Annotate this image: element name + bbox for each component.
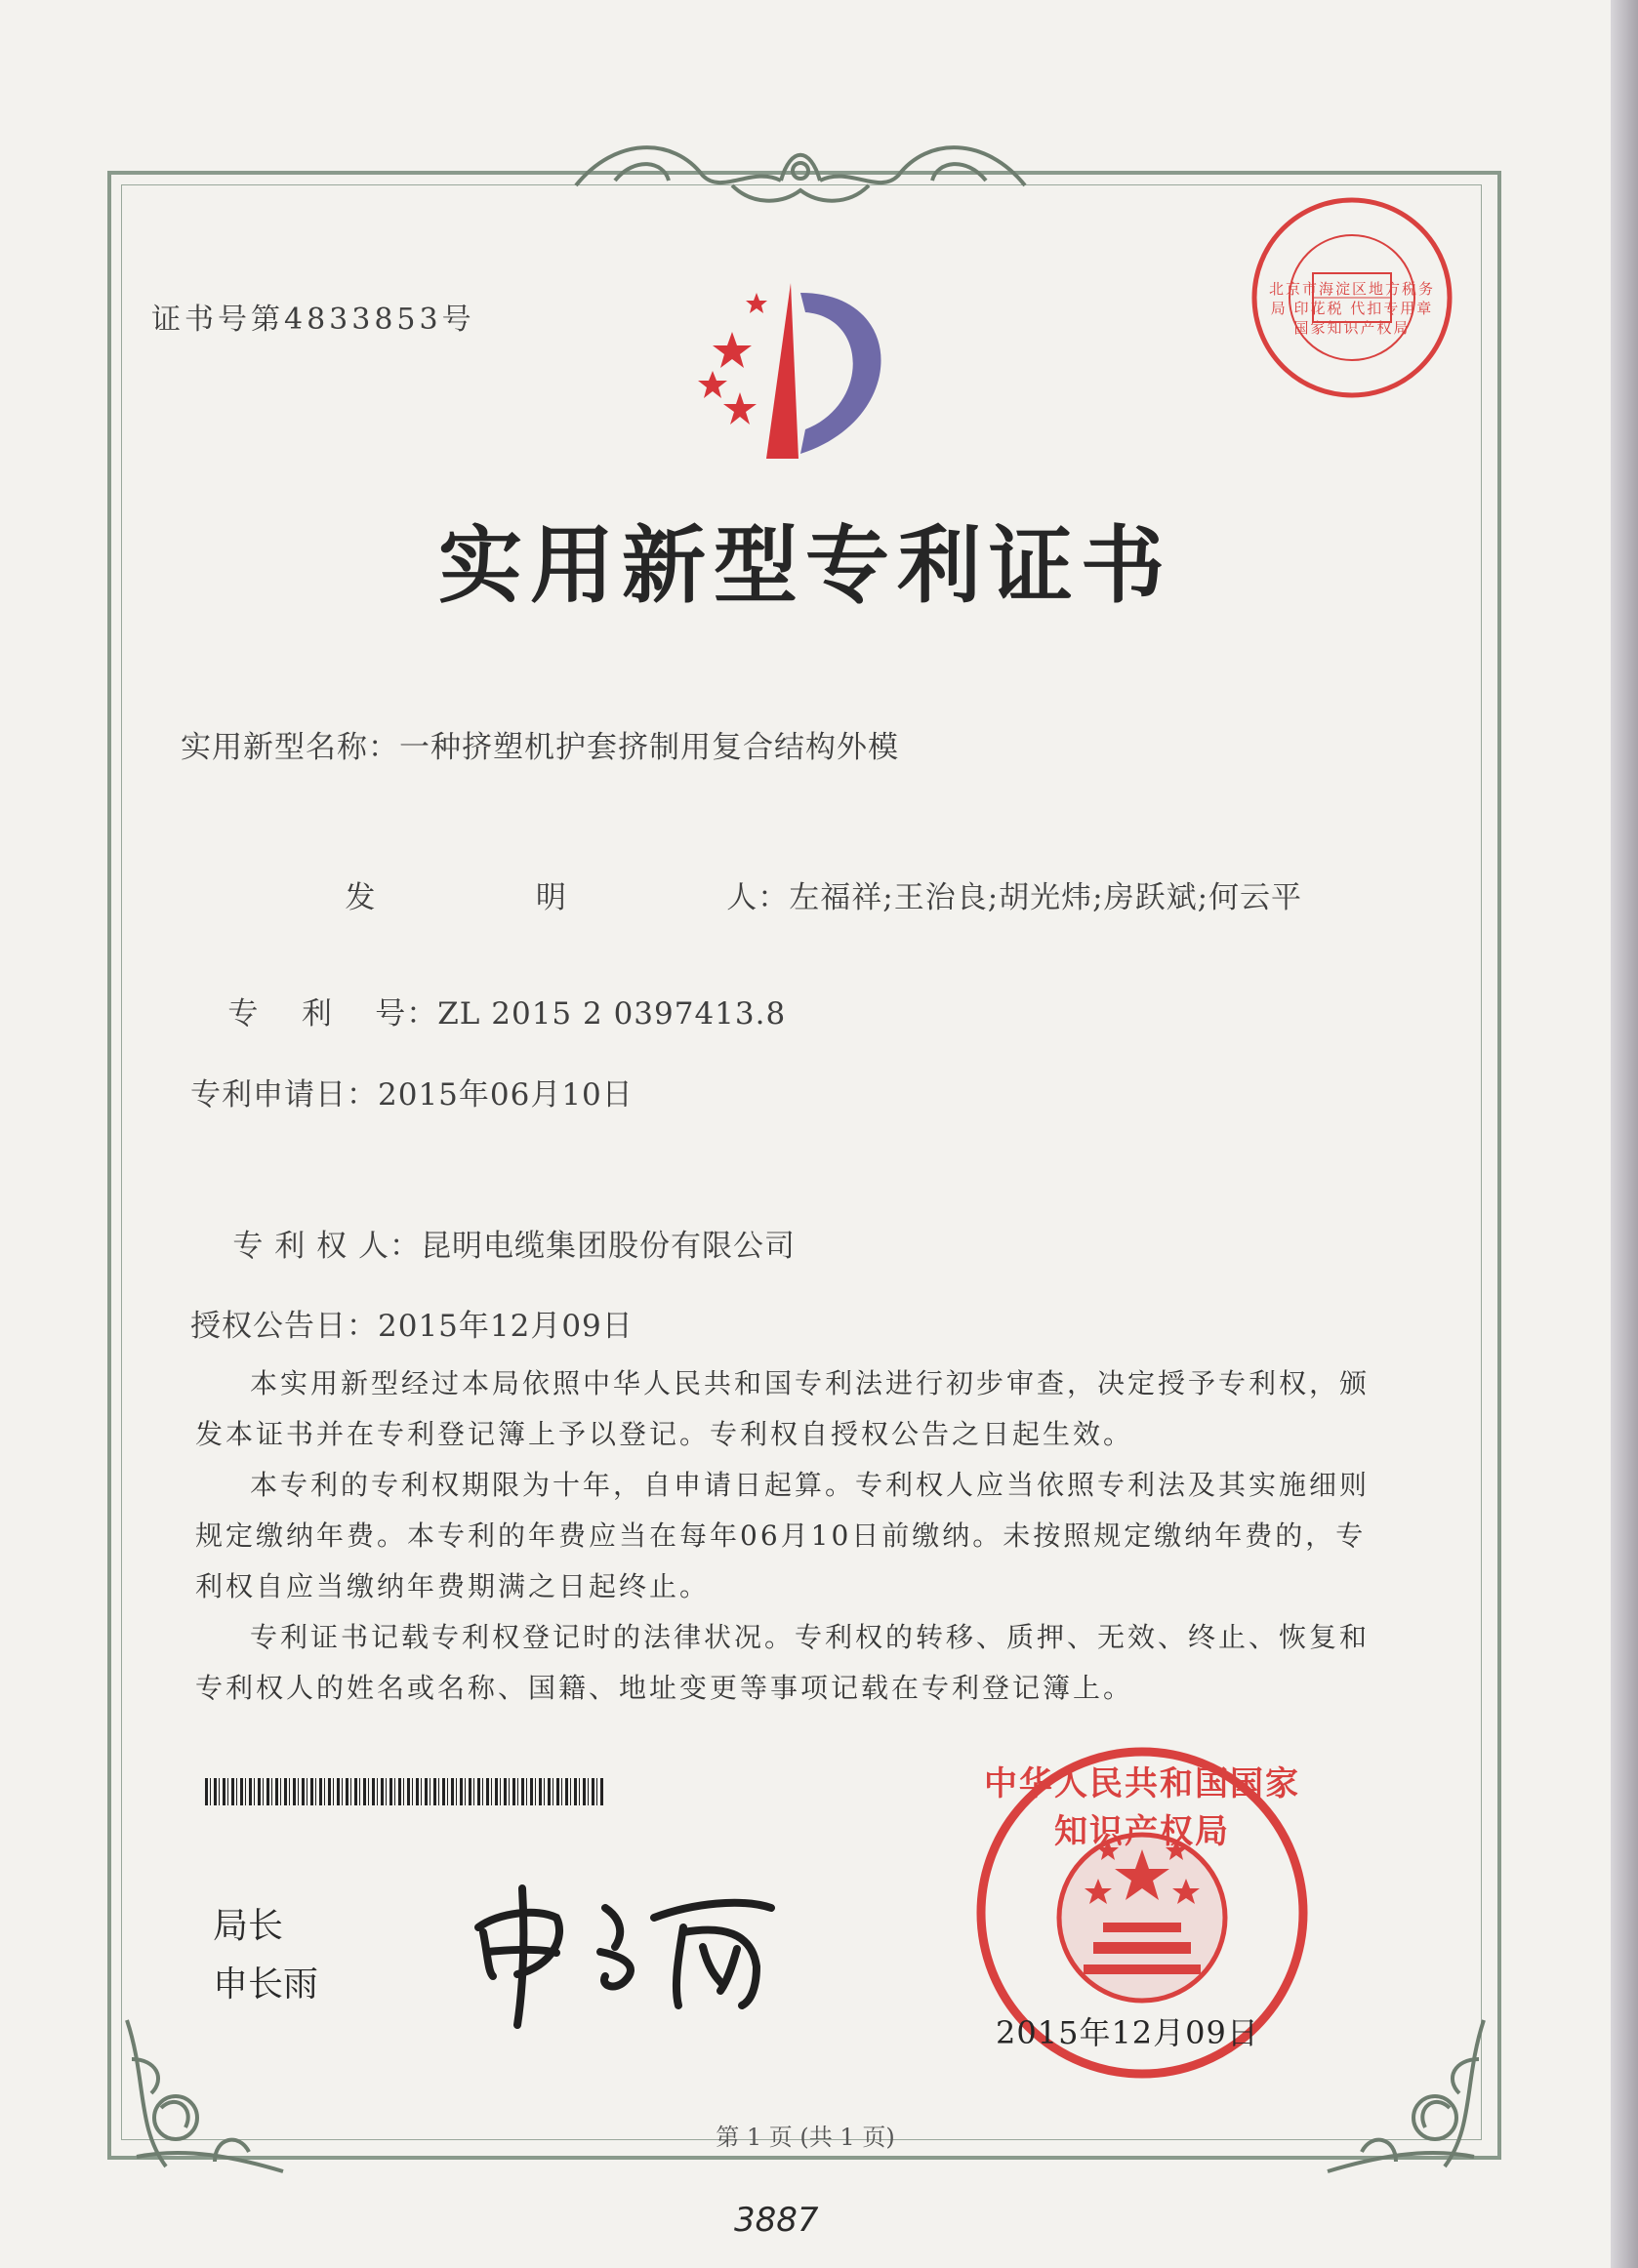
field-label: 发 明 人： [345, 880, 790, 915]
patent-office-logo [674, 273, 927, 468]
field-label: 实用新型名称： [181, 730, 399, 765]
scan-edge [1611, 0, 1638, 2268]
field-value: 2015年06月10日 [378, 1077, 634, 1113]
tax-stamp-text: 北京市海淀区地方税务局 印花税 代扣专用章 国家知识产权局 [1268, 280, 1435, 337]
body-paragraph: 专利证书记载专利权登记时的法律状况。专利权的转移、质押、无效、终止、恢复和专利权人的姓名或名称、国籍、地址变更等事项记载在专利登记簿上。 [195, 1621, 1371, 1704]
field-publication-date [190, 1301, 634, 1345]
body-paragraph: 本实用新型经过本局依照中华人民共和国专利法进行初步审查，决定授予专利权，颁发本证书并在专利登记簿上予以登记。专利权自授权公告之日起生效。 [195, 1367, 1371, 1450]
barcode [205, 1778, 605, 1805]
field-application-date [190, 1070, 634, 1114]
field-utility-name [181, 722, 899, 766]
certificate-body [195, 1358, 1376, 1714]
field-patent-number [185, 953, 786, 1068]
page-footer: 第 1 页 (共 1 页) [716, 2124, 895, 2151]
top-ornament [556, 127, 1044, 215]
bottom-left-ornament [107, 2001, 293, 2186]
field-inventors [185, 837, 1302, 952]
field-value: 昆明电缆集团股份有限公司 [420, 1229, 796, 1264]
field-patentee [190, 1186, 796, 1300]
bottom-right-ornament [1318, 2001, 1503, 2186]
director-signature [459, 1859, 810, 2035]
certificate-title: 实用新型专利证书 [438, 516, 1172, 615]
certificate-number: 证书号第4833853号 [151, 303, 475, 337]
field-label: 专 利 权 人： [232, 1229, 421, 1264]
director-name: 申长雨 [213, 1964, 319, 2005]
seal-text: 中华人民共和国国家知识产权局 [984, 1764, 1300, 1851]
field-value: 一种挤塑机护套挤制用复合结构外模 [399, 730, 899, 765]
body-paragraph: 本专利的专利权期限为十年，自申请日起算。专利权人应当依照专利法及其实施细则规定缴纳年费。本专利的年费应当在每年06月10日前缴纳。未按照规定缴纳年费的，专利权自应当缴纳年费期满之日起终止。 [195, 1469, 1371, 1602]
seal-date: 2015年12月09日 [996, 2014, 1259, 2051]
director-title: 局长 [213, 1906, 284, 1946]
field-label: 专 利 号： [227, 996, 438, 1032]
field-label: 授权公告日： [190, 1309, 378, 1344]
handwritten-number: 3887 [734, 2201, 819, 2240]
field-value: 左福祥;王治良;胡光炜;房跃斌;何云平 [789, 880, 1303, 915]
field-value: ZL 2015 2 0397413.8 [437, 996, 787, 1032]
field-label: 专利申请日： [190, 1077, 378, 1113]
field-value: 2015年12月09日 [378, 1309, 634, 1344]
